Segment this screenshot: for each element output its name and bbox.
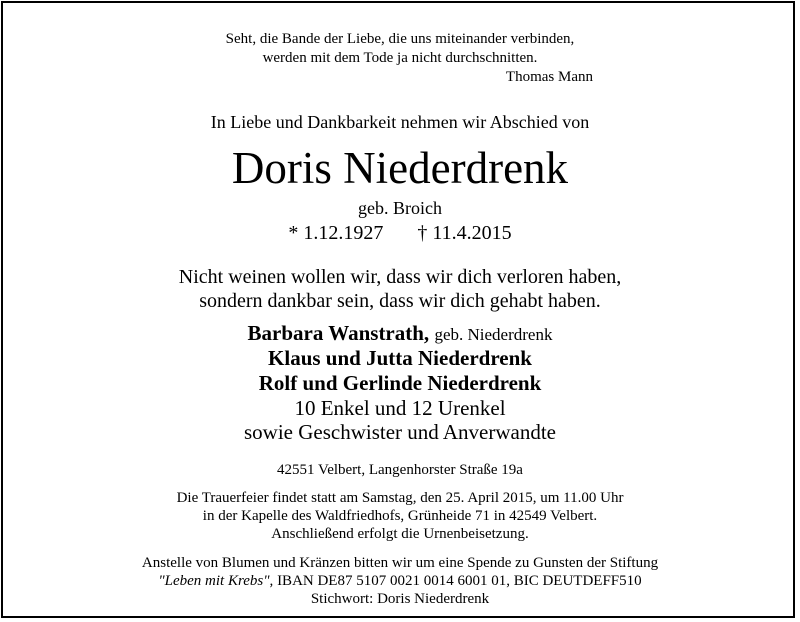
mourner-line-2 [3, 346, 797, 370]
funeral-line-1: Die Trauerfeier findet statt am Samstag, den 25. April 2015, um 11.00 Uhr [176, 490, 624, 506]
mourner-line-5: sowie Geschwister und Anverwandte [243, 420, 556, 444]
verse-line-1: Nicht weinen wollen wir, dass wir dich verloren haben, [178, 266, 622, 288]
donation-line-3: Stichwort: Doris Niederdrenk [310, 591, 490, 607]
obituary-notice [1, 1, 795, 618]
address: 42551 Velbert, Langenhorster Straße 19a [277, 462, 523, 478]
epigraph-line-2: werden mit dem Tode ja nicht durchschnitten. [262, 50, 538, 66]
epigraph-author: Thomas Mann [505, 69, 593, 85]
mourner-line-1 [3, 321, 797, 347]
birth-date: * 1.12.1927 [288, 222, 384, 244]
death-date: † 11.4.2015 [417, 222, 512, 244]
mourner-name-1: Barbara Wanstrath, [247, 321, 430, 345]
donation-line-1: Anstelle von Blumen und Kränzen bitten wir um eine Spende zu Gunsten der Stiftung [141, 555, 659, 571]
funeral-line-2: in der Kapelle des Waldfriedhofs, Grünheide 71 in 42549 Velbert. [202, 508, 598, 524]
deceased-name: Doris Niederdrenk [231, 143, 569, 193]
life-dates [3, 222, 797, 245]
donation-line-2 [3, 572, 797, 590]
intro-text: In Liebe und Dankbarkeit nehmen wir Abschied von [210, 112, 590, 132]
mourner-name-3: Rolf und Gerlinde Niederdrenk [258, 371, 542, 395]
mourner-line-4: 10 Enkel und 12 Urenkel [294, 396, 506, 420]
mourner-name-2: Klaus und Jutta Niederdrenk [268, 346, 532, 370]
foundation-name: "Leben mit Krebs", [158, 573, 274, 589]
epigraph-line-1: Seht, die Bande der Liebe, die uns miteinander verbinden, [225, 31, 575, 47]
bank-details: IBAN DE87 5107 0021 0014 6001 01, BIC DEUTDEFF510 [273, 573, 642, 589]
birth-name: geb. Broich [358, 198, 442, 218]
verse-line-2: sondern dankbar sein, dass wir dich gehabt haben. [199, 290, 601, 312]
funeral-line-3: Anschließend erfolgt die Urnenbeisetzung. [271, 526, 529, 542]
mourner-note-1: geb. Niederdrenk [434, 325, 553, 344]
mourner-line-3 [3, 371, 797, 395]
